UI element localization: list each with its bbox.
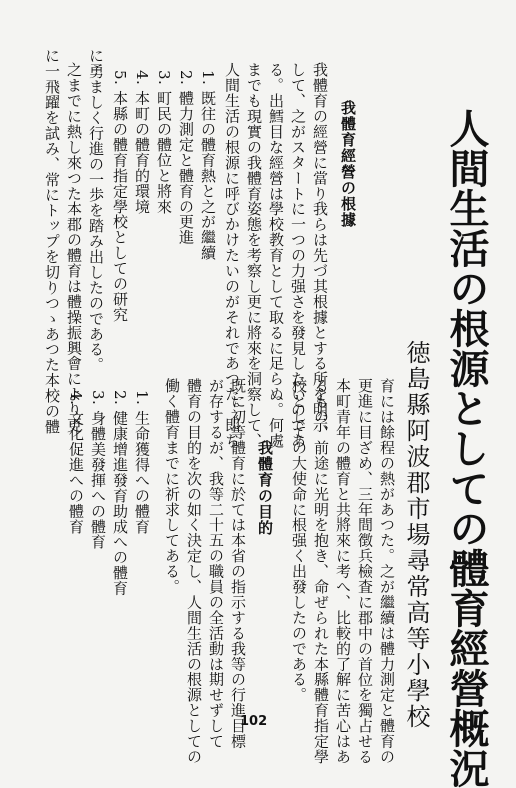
document-title: 人間生活の根源としての體育經營概況 — [443, 108, 490, 788]
list-item: 3. 身體美發揮への體育 — [89, 390, 107, 550]
body-text-line: 我體育の經營に當り我らは先づ其根據とする所を明示 — [311, 62, 329, 433]
body-text-line: 體育の目的を次の如く決定し、人間生活の根源としての — [185, 378, 203, 765]
list-item: 1. 既往の體育熱と之が繼續 — [199, 70, 217, 261]
body-text-line: 校としての大使命に根强く出發したのである。 — [290, 378, 308, 703]
body-text-line: に一飛躍を試み、常にトップを切りつゝあつた本校の體 — [43, 48, 61, 435]
body-text-line: 既に初等體育に於ては本省の指示する我等の行進目標 — [229, 378, 247, 749]
body-text-line: して、之がスタートに一つの力强さを發見したいのであ — [289, 62, 307, 449]
list-item: 2. 體力測定と體育の更進 — [177, 70, 195, 245]
body-text-line: る。出鱈目な經營は學校教育として取るに足らぬ。何處 — [267, 62, 285, 449]
body-text-line: が存するが、我等二十五の職員の全活動は期せずして — [207, 378, 225, 749]
body-text-line: 更進に目ざめ、三年間徴兵檢査に郡中の首位を獨占せる — [356, 378, 374, 765]
body-text-line: 本町青年の體育と共將來に考へ、比較的了解に苦心はあ — [334, 378, 352, 765]
section-heading: 我體育經營の根據 — [339, 100, 357, 228]
list-item: 3. 町民の體位と將來 — [155, 70, 173, 215]
school-name: 徳島縣阿波郡市場尋常高等小學校 — [402, 340, 430, 730]
body-text-line: 育には餘程の熱があつた。之が繼續は體力測定と體育の — [378, 378, 396, 765]
list-item: 2. 健康增進發育助成への體育 — [111, 390, 129, 596]
list-item: 4. 本町の體育的環境 — [133, 70, 151, 215]
section-heading: 我體育の目的 — [256, 440, 274, 536]
body-text-line: 之までに熱し來つた本郡の體育は體操振興會により更 — [65, 62, 83, 433]
page-number: 102 — [240, 714, 268, 729]
body-text-line: 働く體育までに祈求してある。 — [163, 378, 181, 595]
body-text-line: 人間生活の根源に呼びかけたいのがそれであつた。即ち — [223, 62, 241, 449]
list-item: 5. 本縣の體育指定學校としての研究 — [111, 70, 129, 323]
body-text-line: までも現實の我體育姿態を考察し更に將來を洞察して、 — [245, 62, 263, 449]
list-item: 1. 生命獲得への體育 — [133, 390, 151, 535]
body-text-line: るもの、前途に光明を抱き、命ぜられた本縣體育指定學 — [312, 378, 330, 765]
body-text-line: に勇ましく行進の一歩を踏み出したのである。 — [87, 48, 105, 373]
list-item: 4. 文化促進への體育 — [67, 390, 85, 535]
